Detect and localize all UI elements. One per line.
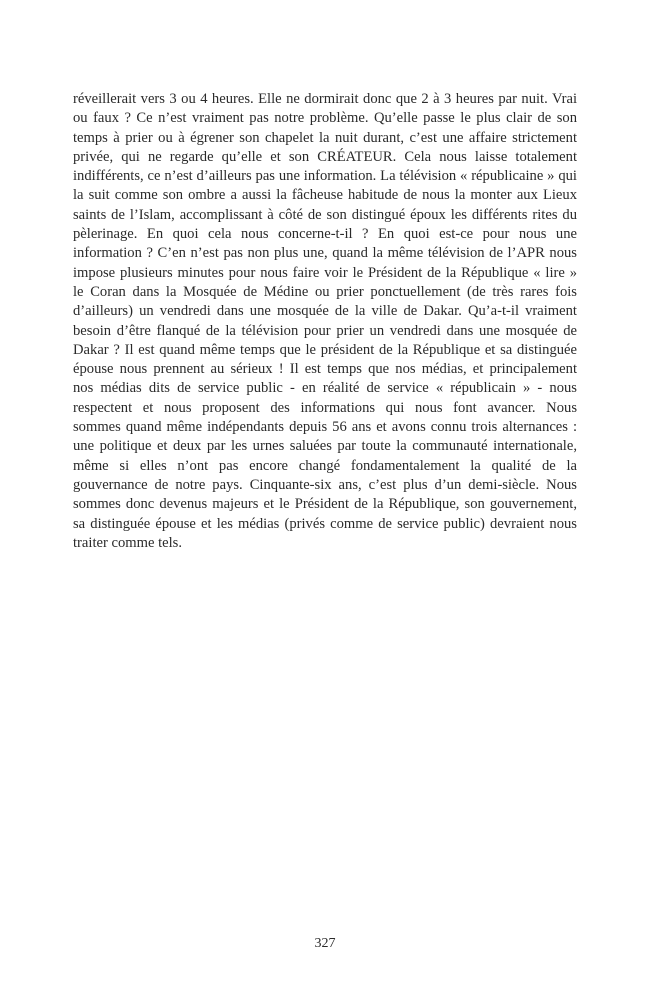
text-line: sa distinguée épouse et les médias (privés comme de service public) devraient nous xyxy=(73,515,577,532)
text-line: traiter comme tels. xyxy=(73,534,183,551)
text-line: saints de l’Islam, accomplissant à côté de son distingué époux les différents rites du xyxy=(73,206,577,223)
text-line: même si elles n’ont pas encore changé fondamentalement la qualité de la xyxy=(73,457,577,474)
text-line: une politique et deux par les urnes saluées par toute la communauté internationale, xyxy=(73,438,577,455)
text-line: nos médias dits de service public - en réalité de service « républicain » - nous xyxy=(73,380,577,397)
text-line: besoin d’être flanqué de la télévision pour prier un vendredi dans une mosquée de xyxy=(73,322,577,339)
text-line: épouse nous prennent au sérieux ! Il est temps que nos médias, et principalement xyxy=(73,361,577,378)
text-line: le Coran dans la Mosquée de Médine ou prier ponctuellement (de très rares fois xyxy=(73,283,577,300)
text-line: temps à prier ou à égrener son chapelet la nuit durant, c’est une affaire strictement xyxy=(73,129,577,146)
text-line: réveillerait vers 3 ou 4 heures. Elle ne dormirait donc que 2 à 3 heures par nuit. Vrai xyxy=(73,91,577,107)
text-line: d’ailleurs) un vendredi dans une mosquée de la ville de Dakar. Qu’a-t-il vraiment xyxy=(73,303,577,320)
text-line: sommes quand même indépendants depuis 56 ans et avons connu trois alternances : xyxy=(73,419,577,436)
text-line: sommes donc devenus majeurs et le Président de la République, son gouvernement, xyxy=(73,496,577,513)
text-line: respectent et nous proposent des informations qui nous font avancer. Nous xyxy=(73,399,577,416)
text-line: pèlerinage. En quoi cela nous concerne-t-il ? En quoi est-ce pour nous une xyxy=(73,226,577,243)
text-line: information ? C’en n’est pas non plus une, quand la même télévision de l’APR nous xyxy=(73,245,577,262)
page-number: 327 xyxy=(314,936,336,951)
text-line: indifférents, ce n’est d’ailleurs pas une information. La télévision « républicaine » qui xyxy=(73,168,577,185)
text-line: privée, qui ne regarde qu’elle et son CRÉATEUR. Cela nous laisse totalement xyxy=(73,148,577,165)
body-paragraph xyxy=(73,90,577,553)
text-line: Dakar ? Il est quand même temps que le président de la République et sa distinguée xyxy=(73,341,577,358)
text-line: gouvernance de notre pays. Cinquante-six ans, c’est plus d’un demi-siècle. Nous xyxy=(73,476,577,493)
text-line: la suit comme son ombre a aussi la fâcheuse habitude de nous la monter aux Lieux xyxy=(73,187,577,204)
text-line: ou faux ? Ce n’est vraiment pas notre problème. Qu’elle passe le plus clair de son xyxy=(73,110,577,127)
text-line: impose plusieurs minutes pour nous faire voir le Président de la République « lire » xyxy=(73,264,577,281)
